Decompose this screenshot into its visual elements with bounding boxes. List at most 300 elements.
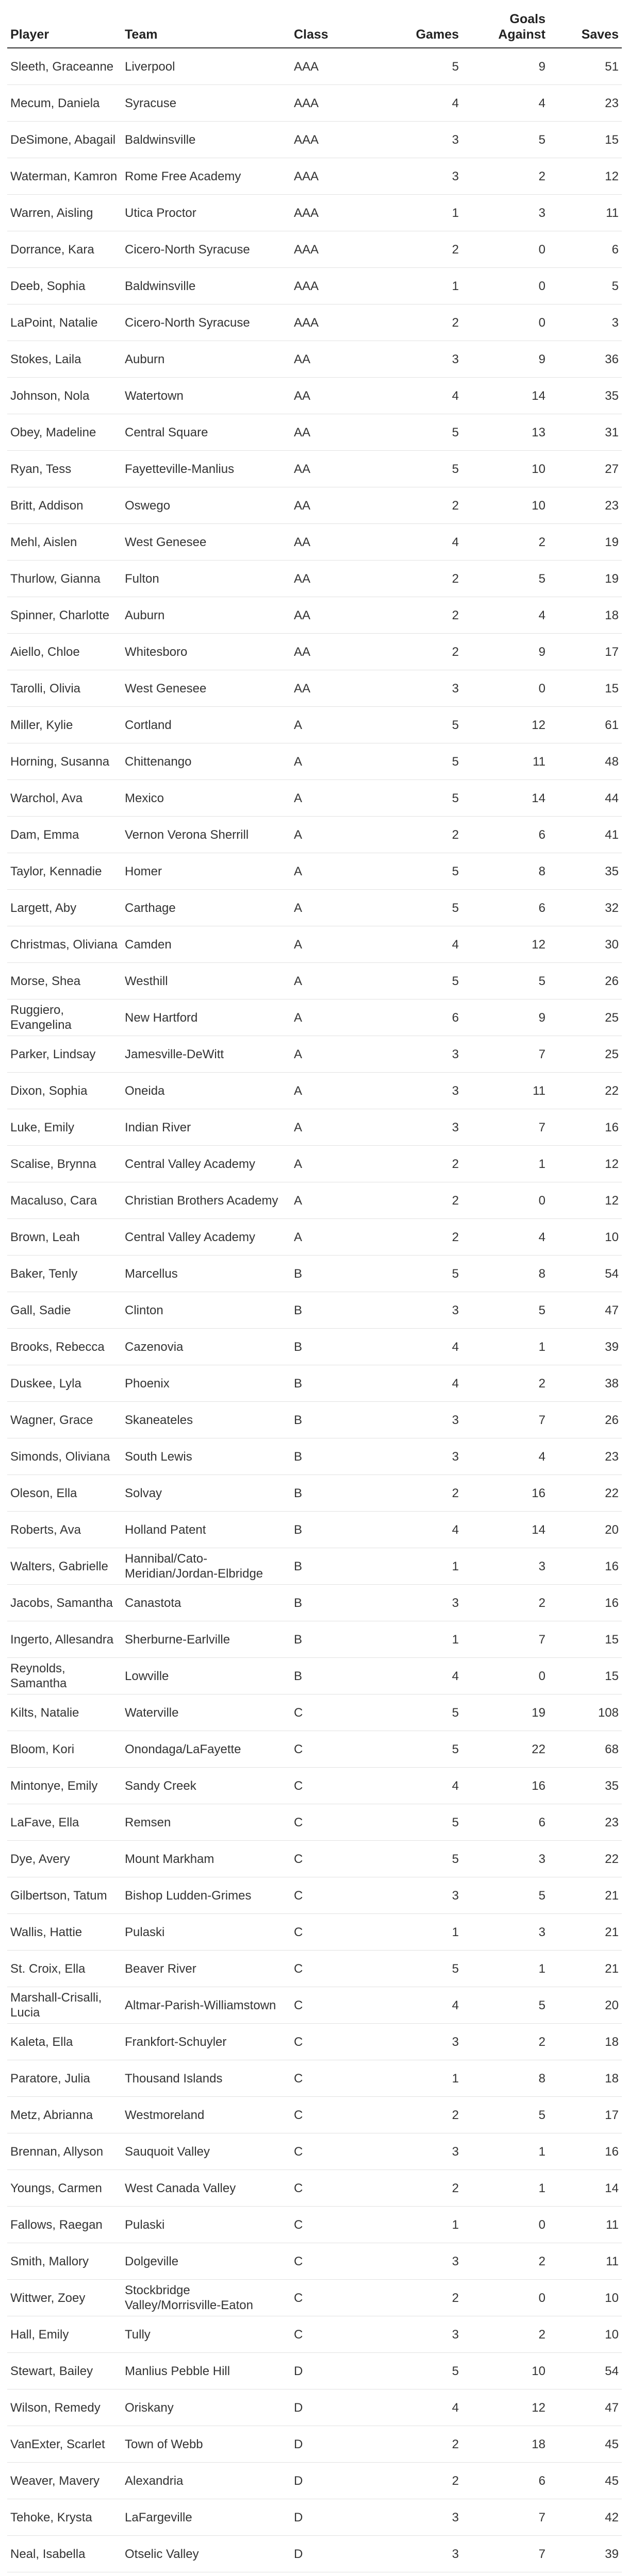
team-cell: Baldwinsville [122,268,291,304]
header-team[interactable]: Team [122,11,291,48]
games-cell: 3 [377,1073,462,1109]
player-cell: DeSimone, Abagail [7,122,122,158]
table-row [7,2389,622,2426]
goals-against-cell: 22 [462,1731,549,1768]
team-cell: Pulaski [122,2207,291,2243]
saves-cell: 10 [549,2316,622,2353]
saves-cell: 11 [549,2243,622,2280]
header-player[interactable]: Player [7,11,122,48]
goals-against-cell: 2 [462,2243,549,2280]
saves-cell: 35 [549,1768,622,1804]
games-cell: 2 [377,2097,462,2133]
table-row [7,1219,622,1256]
team-cell: Waterville [122,1694,291,1731]
goals-against-cell: 3 [462,195,549,231]
saves-cell: 11 [549,2207,622,2243]
table-row [7,743,622,780]
games-cell: 1 [377,1914,462,1951]
team-cell: Syracuse [122,85,291,122]
table-row [7,2133,622,2170]
team-cell: Cortland [122,707,291,743]
header-saves[interactable]: Saves [549,11,622,48]
class-cell: B [291,1402,377,1438]
player-cell: Walters, Gabrielle [7,1548,122,1585]
table-row [7,2024,622,2060]
goals-against-cell: 2 [462,524,549,561]
player-cell: Brown, Leah [7,1219,122,1256]
saves-cell: 39 [549,1329,622,1365]
table-row [7,1914,622,1951]
player-cell: Wilson, Remedy [7,2389,122,2426]
player-cell: Brennan, Allyson [7,2133,122,2170]
games-cell: 5 [377,743,462,780]
table-row [7,2207,622,2243]
player-cell: Ryan, Tess [7,451,122,487]
games-cell: 2 [377,817,462,853]
player-cell: Thurlow, Gianna [7,561,122,597]
table-row [7,853,622,890]
saves-cell: 26 [549,963,622,999]
class-cell: C [291,1731,377,1768]
saves-cell: 22 [549,1841,622,1877]
player-cell: Waterman, Kamron [7,158,122,195]
header-goals-against[interactable]: Goals Against [462,11,549,48]
table-row [7,1182,622,1219]
table-row [7,1841,622,1877]
team-cell: Auburn [122,341,291,378]
player-cell: Neal, Isabella [7,2536,122,2572]
team-cell: West Genesee [122,524,291,561]
table-row [7,1585,622,1621]
player-cell: Warren, Aisling [7,195,122,231]
games-cell: 2 [377,2426,462,2463]
player-cell: Reynolds, Samantha [7,1658,122,1694]
player-cell: Gall, Sadie [7,1292,122,1329]
saves-cell: 61 [549,707,622,743]
team-cell: Oneida [122,1073,291,1109]
class-cell: A [291,890,377,926]
goals-against-cell: 12 [462,2389,549,2426]
saves-cell: 3 [549,304,622,341]
saves-cell: 15 [549,1621,622,1658]
games-cell: 4 [377,85,462,122]
class-cell: D [291,2536,377,2572]
team-cell: Phoenix [122,1365,291,1402]
team-cell: Canastota [122,1585,291,1621]
class-cell: B [291,1512,377,1548]
goals-against-cell: 3 [462,1548,549,1585]
class-cell: B [291,1256,377,1292]
table-row [7,926,622,963]
class-cell: A [291,926,377,963]
class-cell: AAA [291,85,377,122]
games-cell: 4 [377,2389,462,2426]
games-cell: 5 [377,451,462,487]
games-cell: 4 [377,378,462,414]
goals-against-cell: 5 [462,122,549,158]
games-cell: 2 [377,1146,462,1182]
class-cell: A [291,743,377,780]
games-cell: 5 [377,707,462,743]
goals-against-cell: 6 [462,2463,549,2499]
class-cell: B [291,1329,377,1365]
goals-against-cell: 1 [462,1146,549,1182]
table-row [7,963,622,999]
games-cell: 2 [377,487,462,524]
table-row [7,634,622,670]
saves-cell: 18 [549,597,622,634]
team-cell: Stockbridge Valley/Morrisville-Eaton [122,2280,291,2316]
table-row [7,487,622,524]
table-row [7,48,622,85]
goals-against-cell: 5 [462,963,549,999]
table-row [7,1621,622,1658]
player-cell: Metz, Abrianna [7,2097,122,2133]
games-cell: 4 [377,1658,462,1694]
games-cell: 5 [377,780,462,817]
goalie-stats-table [7,11,622,2576]
class-cell: C [291,2243,377,2280]
player-cell: Parker, Lindsay [7,1036,122,1073]
team-cell: Manlius Pebble Hill [122,2353,291,2389]
saves-cell: 16 [549,1109,622,1146]
team-cell: Homer [122,853,291,890]
games-cell: 4 [377,1512,462,1548]
saves-cell: 11 [549,195,622,231]
team-cell: Chittenango [122,743,291,780]
player-cell: Stokes, Laila [7,341,122,378]
games-cell [377,2572,462,2576]
player-cell: LaPoint, Natalie [7,304,122,341]
saves-cell: 35 [549,853,622,890]
games-cell: 2 [377,1182,462,1219]
class-cell: C [291,1804,377,1841]
goals-against-cell: 4 [462,597,549,634]
games-cell: 2 [377,561,462,597]
team-cell: Oriskany [122,2389,291,2426]
goals-against-cell: 0 [462,2207,549,2243]
class-cell: A [291,1219,377,1256]
saves-cell: 10 [549,2280,622,2316]
team-cell: Tully [122,2316,291,2353]
table-row [7,2243,622,2280]
class-cell: C [291,2207,377,2243]
games-cell: 4 [377,926,462,963]
class-cell: AAA [291,48,377,85]
player-cell: Taylor, Kennadie [7,853,122,890]
player-cell: Tehoke, Krysta [7,2499,122,2536]
class-cell: AA [291,524,377,561]
goals-against-cell: 16 [462,1475,549,1512]
team-cell: Auburn [122,597,291,634]
team-cell: New Hartford [122,999,291,1036]
team-cell: South Lewis [122,1438,291,1475]
table-row [7,2097,622,2133]
player-cell: Horning, Susanna [7,743,122,780]
player-cell: Mintonye, Emily [7,1768,122,1804]
player-cell: Paratore, Julia [7,2060,122,2097]
saves-cell: 23 [549,1804,622,1841]
header-games[interactable]: Games [377,11,462,48]
games-cell: 5 [377,890,462,926]
goals-against-cell: 9 [462,999,549,1036]
saves-cell: 19 [549,561,622,597]
player-cell: VanExter, Scarlet [7,2426,122,2463]
player-cell: Miller, Kylie [7,707,122,743]
games-cell: 1 [377,2207,462,2243]
goals-against-cell: 8 [462,853,549,890]
saves-cell: 51 [549,48,622,85]
goals-against-cell: 5 [462,1877,549,1914]
team-cell: Otselic Valley [122,2536,291,2572]
games-cell: 3 [377,1402,462,1438]
goals-against-cell: 0 [462,670,549,707]
player-cell: LaFave, Ella [7,1804,122,1841]
games-cell: 3 [377,2499,462,2536]
team-cell: Onondaga/LaFayette [122,1731,291,1768]
games-cell: 6 [377,999,462,1036]
goals-against-cell: 4 [462,1219,549,1256]
saves-cell: 18 [549,2060,622,2097]
saves-cell: 23 [549,1438,622,1475]
goals-against-cell: 13 [462,414,549,451]
goals-against-cell: 10 [462,487,549,524]
class-cell: AA [291,451,377,487]
class-cell: C [291,1694,377,1731]
player-cell: St. Croix, Ella [7,1951,122,1987]
saves-cell: 38 [549,1365,622,1402]
class-cell: D [291,2353,377,2389]
saves-cell: 54 [549,2353,622,2389]
team-cell: Dolgeville [122,2243,291,2280]
team-cell: Alexandria [122,2463,291,2499]
goals-against-cell: 0 [462,231,549,268]
table-row [7,1146,622,1182]
class-cell: AA [291,487,377,524]
class-cell: B [291,1365,377,1402]
player-cell: Largett, Aby [7,890,122,926]
player-cell: Deeb, Sophia [7,268,122,304]
goals-against-cell: 7 [462,1109,549,1146]
saves-cell: 47 [549,1292,622,1329]
team-cell [122,2572,291,2576]
goals-against-cell: 2 [462,158,549,195]
saves-cell: 36 [549,341,622,378]
saves-cell: 6 [549,231,622,268]
saves-cell: 14 [549,2170,622,2207]
header-class[interactable]: Class [291,11,377,48]
class-cell [291,2572,377,2576]
class-cell: AAA [291,195,377,231]
saves-cell: 32 [549,890,622,926]
goals-against-cell: 0 [462,1182,549,1219]
games-cell: 2 [377,2280,462,2316]
team-cell: Oswego [122,487,291,524]
class-cell: B [291,1475,377,1512]
goals-against-cell: 5 [462,1987,549,2024]
games-cell: 3 [377,1292,462,1329]
table-row [7,2316,622,2353]
class-cell: AAA [291,231,377,268]
class-cell: C [291,1951,377,1987]
games-cell: 2 [377,1219,462,1256]
goals-against-cell: 1 [462,2133,549,2170]
player-cell: Wallis, Hattie [7,1914,122,1951]
player-cell: Mecum, Daniela [7,85,122,122]
class-cell: A [291,1146,377,1182]
saves-cell [549,2572,622,2576]
team-cell: Carthage [122,890,291,926]
goals-against-cell: 0 [462,1658,549,1694]
team-cell: Christian Brothers Academy [122,1182,291,1219]
player-cell: Spinner, Charlotte [7,597,122,634]
table-row [7,1073,622,1109]
games-cell: 2 [377,2463,462,2499]
class-cell: D [291,2389,377,2426]
player-cell: Kaleta, Ella [7,2024,122,2060]
table-row [7,1877,622,1914]
goals-against-cell: 14 [462,1512,549,1548]
saves-cell: 23 [549,487,622,524]
saves-cell: 5 [549,268,622,304]
table-row [7,1292,622,1329]
goals-against-cell: 4 [462,85,549,122]
class-cell: A [291,1073,377,1109]
games-cell: 3 [377,2316,462,2353]
table-row [7,524,622,561]
player-cell: Smith, Mallory [7,2243,122,2280]
goals-against-cell: 16 [462,1768,549,1804]
saves-cell: 42 [549,2499,622,2536]
team-cell: Bishop Ludden-Grimes [122,1877,291,1914]
class-cell: A [291,999,377,1036]
player-cell: Dam, Emma [7,817,122,853]
class-cell: C [291,2133,377,2170]
games-cell: 5 [377,1256,462,1292]
games-cell: 1 [377,195,462,231]
goals-against-cell: 8 [462,1256,549,1292]
saves-cell: 21 [549,1914,622,1951]
saves-cell: 17 [549,634,622,670]
saves-cell: 27 [549,451,622,487]
goals-against-cell: 12 [462,926,549,963]
player-cell: Wagner, Grace [7,1402,122,1438]
goals-against-cell: 5 [462,561,549,597]
games-cell: 3 [377,2133,462,2170]
games-cell: 5 [377,1951,462,1987]
table-row [7,561,622,597]
class-cell: AAA [291,304,377,341]
table-row [7,195,622,231]
games-cell: 3 [377,2024,462,2060]
table-row [7,1512,622,1548]
games-cell: 2 [377,304,462,341]
table-row [7,304,622,341]
goals-against-cell: 6 [462,817,549,853]
games-cell: 1 [377,2060,462,2097]
team-cell: LaFargeville [122,2499,291,2536]
goals-against-cell: 11 [462,1073,549,1109]
player-cell: Ruggiero, Evangelina [7,999,122,1036]
table-row [7,1548,622,1585]
class-cell: B [291,1658,377,1694]
table-header-row [7,11,622,48]
team-cell: Cicero-North Syracuse [122,304,291,341]
player-cell: Kilts, Natalie [7,1694,122,1731]
table-row [7,597,622,634]
games-cell: 3 [377,1438,462,1475]
team-cell: Town of Webb [122,2426,291,2463]
table-row [7,1109,622,1146]
team-cell: Sauquoit Valley [122,2133,291,2170]
saves-cell: 47 [549,2389,622,2426]
player-cell: Brooks, Rebecca [7,1329,122,1365]
player-cell: Dye, Avery [7,1841,122,1877]
player-cell: Youngs, Carmen [7,2170,122,2207]
player-cell: Bloom, Kori [7,1731,122,1768]
team-cell: Vernon Verona Sherrill [122,817,291,853]
goals-against-cell: 1 [462,1329,549,1365]
saves-cell: 25 [549,999,622,1036]
games-cell: 4 [377,524,462,561]
goals-against-cell: 2 [462,1365,549,1402]
player-cell: Oleson, Ella [7,1475,122,1512]
goals-against-cell: 5 [462,2097,549,2133]
saves-cell: 17 [549,2097,622,2133]
class-cell: AA [291,378,377,414]
games-cell: 3 [377,1585,462,1621]
saves-cell: 41 [549,817,622,853]
games-cell: 1 [377,268,462,304]
table-row [7,268,622,304]
team-cell: Holland Patent [122,1512,291,1548]
team-cell: Solvay [122,1475,291,1512]
class-cell: AA [291,634,377,670]
goals-against-cell: 7 [462,1402,549,1438]
team-cell: Westhill [122,963,291,999]
team-cell: Whitesboro [122,634,291,670]
games-cell: 5 [377,414,462,451]
table-row [7,85,622,122]
goals-against-cell: 0 [462,304,549,341]
team-cell: Watertown [122,378,291,414]
goals-against-cell: 10 [462,2353,549,2389]
player-cell: Scalise, Brynna [7,1146,122,1182]
team-cell: Pulaski [122,1914,291,1951]
table-row [7,414,622,451]
saves-cell: 35 [549,378,622,414]
player-cell: Marshall-Crisalli, Lucia [7,1987,122,2024]
goals-against-cell: 14 [462,780,549,817]
class-cell: AAA [291,158,377,195]
games-cell: 2 [377,1475,462,1512]
class-cell: AAA [291,268,377,304]
player-cell: Aiello, Chloe [7,634,122,670]
table-row [7,1402,622,1438]
games-cell: 5 [377,853,462,890]
team-cell: Lowville [122,1658,291,1694]
goals-against-cell: 10 [462,451,549,487]
table-row [7,231,622,268]
table-row [7,2536,622,2572]
player-cell: Mehl, Aislen [7,524,122,561]
saves-cell: 45 [549,2426,622,2463]
team-cell: Rome Free Academy [122,158,291,195]
class-cell: B [291,1621,377,1658]
goals-against-cell: 18 [462,2426,549,2463]
table-row [7,2280,622,2316]
class-cell: C [291,1987,377,2024]
